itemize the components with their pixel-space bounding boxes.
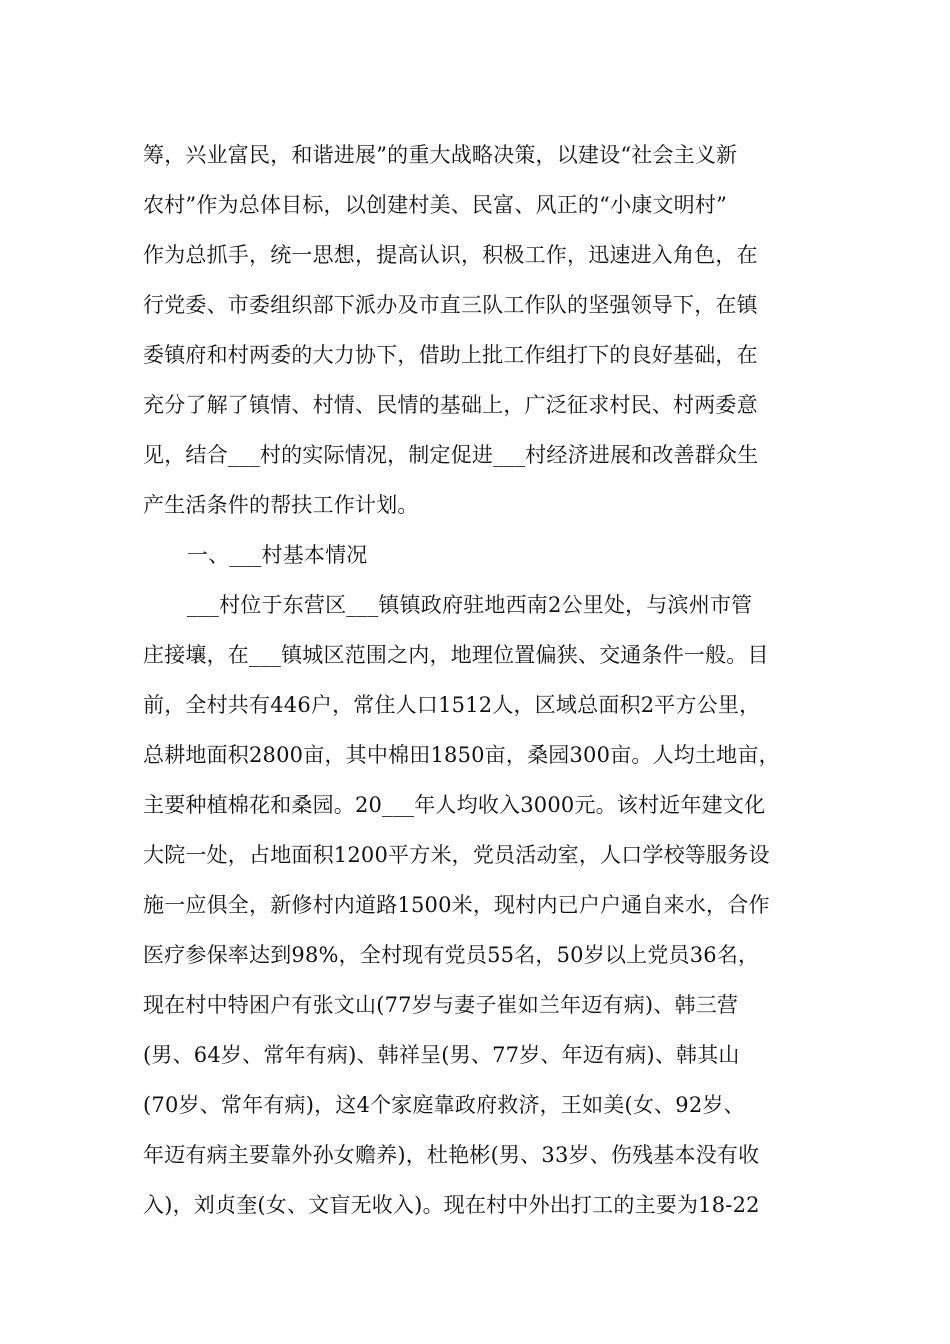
- paragraph-line: (70岁、常年有病)，这4个家庭靠政府救济，王如美(女、92岁、: [143, 1093, 745, 1117]
- paragraph-line: 入)，刘贞奎(女、文盲无收入)。现在村中外出打工的主要为18-22: [143, 1193, 760, 1217]
- document-body: [143, 130, 823, 1230]
- paragraph-line: 农村”作为总体目标，以创建村美、民富、风正的“小康文明村”: [143, 193, 728, 217]
- paragraph-line: 庄接壤，在___镇城区范围之内，地理位置偏狭、交通条件一般。目: [143, 643, 769, 667]
- paragraph-line: 年迈有病主要靠外孙女赡养)，杜艳彬(男、33岁、伤残基本没有收: [143, 1143, 760, 1167]
- paragraph-line: 总耕地面积2800亩，其中棉田1850亩，桑园300亩。人均土地亩，: [143, 743, 780, 767]
- paragraph-line: 产生活条件的帮扶工作计划。: [143, 493, 419, 517]
- paragraph-line: 大院一处，占地面积1200平方米，党员活动室，人口学校等服务设: [143, 843, 770, 867]
- section-heading: 一、___村基本情况: [187, 543, 368, 567]
- paragraph-line: ___村位于东营区___镇镇政府驻地西南2公里处，与滨州市管: [187, 593, 753, 617]
- paragraph-line: 前，全村共有446户，常住人口1512人，区域总面积2平方公里，: [143, 693, 761, 717]
- paragraph-line: 作为总抓手，统一思想，提高认识，积极工作，迅速进入角色，在: [143, 243, 758, 267]
- paragraph-line: (男、64岁、常年有病)、韩祥呈(男、77岁、年迈有病)、韩其山: [143, 1043, 740, 1067]
- paragraph-line: 委镇府和村两委的大力协下，借助上批工作组打下的良好基础，在: [143, 343, 758, 367]
- paragraph-line: 主要种植棉花和桑园。20___年人均收入3000元。该村近年建文化: [143, 793, 766, 817]
- paragraph-line: 筹，兴业富民，和谐进展”的重大战略决策，以建设“社会主义新: [143, 143, 738, 167]
- paragraph-line: 施一应俱全，新修村内道路1500米，现村内已户户通自来水，合作: [143, 893, 770, 917]
- paragraph-line: 充分了解了镇情、村情、民情的基础上，广泛征求村民、村两委意: [143, 393, 758, 417]
- paragraph-line: 行党委、市委组织部下派办及市直三队工作队的坚强领导下，在镇: [143, 293, 758, 317]
- paragraph-line: 现在村中特困户有张文山(77岁与妻子崔如兰年迈有病)、韩三营: [143, 993, 739, 1017]
- paragraph-line: 医疗参保率达到98%，全村现有党员55名，50岁以上党员36名，: [143, 943, 760, 967]
- paragraph-line: 见，结合___村的实际情况，制定促进___村经济进展和改善群众生: [143, 443, 759, 467]
